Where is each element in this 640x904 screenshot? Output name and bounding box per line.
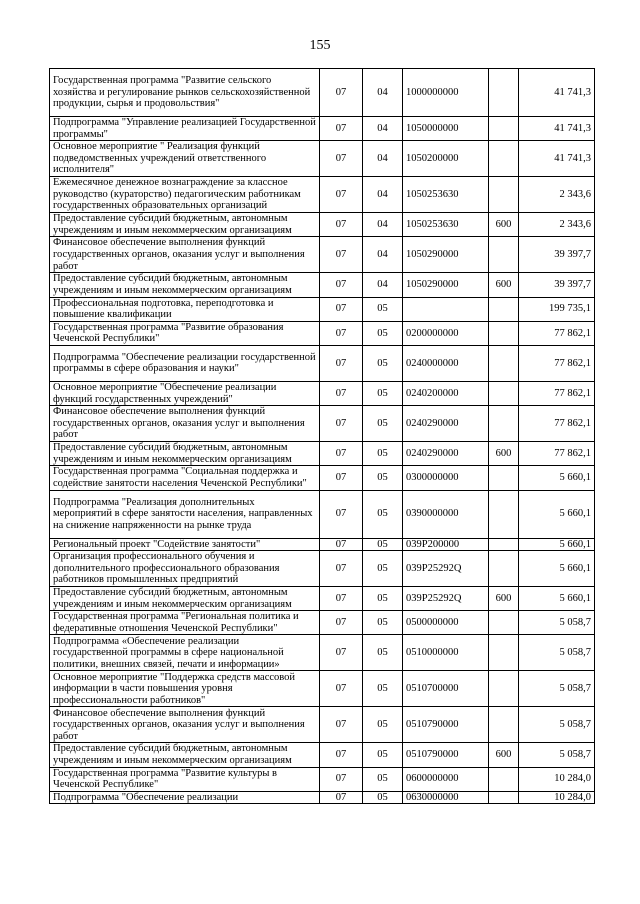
amount-cell: 77 862,1 (519, 321, 595, 345)
subsection-code-cell: 04 (363, 117, 403, 141)
target-article-code-cell: 1050290000 (403, 273, 489, 297)
target-article-code-cell (403, 297, 489, 321)
expense-name-cell: Предоставление субсидий бюджетным, автономным учреждениям и иным некоммерческим организациям (50, 743, 320, 767)
table-row (50, 767, 595, 791)
subsection-code-cell: 04 (363, 69, 403, 117)
expense-name-cell: Ежемесячное денежное вознаграждение за классное руководство (кураторство) педагогическим работникам государственных образовательных организаций (50, 177, 320, 213)
target-article-code-cell: 0240200000 (403, 381, 489, 405)
budget-table-body (50, 69, 595, 804)
subsection-code-cell: 05 (363, 490, 403, 538)
subsection-code-cell: 05 (363, 587, 403, 611)
table-row (50, 273, 595, 297)
target-article-code-cell: 1050000000 (403, 117, 489, 141)
target-article-code-cell: 0240290000 (403, 442, 489, 466)
table-row (50, 490, 595, 538)
expense-name-cell: Предоставление субсидий бюджетным, автономным учреждениям и иным некоммерческим организациям (50, 273, 320, 297)
amount-cell: 5 660,1 (519, 538, 595, 551)
expense-name-cell: Государственная программа "Развитие культуры в Чеченской Республике" (50, 767, 320, 791)
expense-type-code-cell (489, 177, 519, 213)
table-row (50, 635, 595, 671)
amount-cell: 77 862,1 (519, 442, 595, 466)
section-code-cell: 07 (320, 791, 363, 804)
subsection-code-cell: 04 (363, 213, 403, 237)
expense-type-code-cell: 600 (489, 213, 519, 237)
amount-cell: 77 862,1 (519, 406, 595, 442)
section-code-cell: 07 (320, 69, 363, 117)
section-code-cell: 07 (320, 743, 363, 767)
subsection-code-cell: 05 (363, 538, 403, 551)
table-row (50, 671, 595, 707)
section-code-cell: 07 (320, 237, 363, 273)
expense-name-cell: Подпрограмма "Обеспечение реализации (50, 791, 320, 804)
section-code-cell: 07 (320, 321, 363, 345)
amount-cell: 5 660,1 (519, 466, 595, 490)
subsection-code-cell: 04 (363, 273, 403, 297)
expense-type-code-cell (489, 635, 519, 671)
subsection-code-cell: 05 (363, 321, 403, 345)
expense-name-cell: Профессиональная подготовка, переподготовка и повышение квалификации (50, 297, 320, 321)
target-article-code-cell: 1000000000 (403, 69, 489, 117)
subsection-code-cell: 05 (363, 635, 403, 671)
target-article-code-cell: 0240000000 (403, 345, 489, 381)
subsection-code-cell: 05 (363, 767, 403, 791)
table-row (50, 551, 595, 587)
target-article-code-cell: 039P25292Q (403, 587, 489, 611)
section-code-cell: 07 (320, 117, 363, 141)
section-code-cell: 07 (320, 177, 363, 213)
section-code-cell: 07 (320, 466, 363, 490)
target-article-code-cell: 0510700000 (403, 671, 489, 707)
table-row (50, 442, 595, 466)
expense-type-code-cell (489, 381, 519, 405)
expense-name-cell: Подпрограмма "Обеспечение реализации государственной программы в сфере образования и науки" (50, 345, 320, 381)
amount-cell: 2 343,6 (519, 177, 595, 213)
section-code-cell: 07 (320, 297, 363, 321)
amount-cell: 5 660,1 (519, 490, 595, 538)
section-code-cell: 07 (320, 213, 363, 237)
expense-type-code-cell (489, 141, 519, 177)
target-article-code-cell: 0200000000 (403, 321, 489, 345)
expense-name-cell: Подпрограмма «Обеспечение реализации государственной программы в сфере национальной политики, внешних связей, печати и информации» (50, 635, 320, 671)
table-row (50, 213, 595, 237)
expense-type-code-cell: 600 (489, 743, 519, 767)
table-row (50, 791, 595, 804)
section-code-cell: 07 (320, 273, 363, 297)
subsection-code-cell: 05 (363, 671, 403, 707)
amount-cell: 77 862,1 (519, 345, 595, 381)
expense-name-cell: Финансовое обеспечение выполнения функций государственных органов, оказания услуг и выполнения работ (50, 406, 320, 442)
subsection-code-cell: 04 (363, 177, 403, 213)
target-article-code-cell: 0300000000 (403, 466, 489, 490)
subsection-code-cell: 05 (363, 551, 403, 587)
subsection-code-cell: 05 (363, 345, 403, 381)
amount-cell: 199 735,1 (519, 297, 595, 321)
table-row (50, 587, 595, 611)
expense-name-cell: Государственная программа "Региональная политика и федеративные отношения Чеченской Республики" (50, 611, 320, 635)
table-row (50, 321, 595, 345)
section-code-cell: 07 (320, 767, 363, 791)
expense-type-code-cell (489, 707, 519, 743)
expense-type-code-cell (489, 69, 519, 117)
target-article-code-cell: 039P200000 (403, 538, 489, 551)
expense-type-code-cell (489, 406, 519, 442)
amount-cell: 39 397,7 (519, 237, 595, 273)
table-row (50, 611, 595, 635)
amount-cell: 77 862,1 (519, 381, 595, 405)
target-article-code-cell: 0240290000 (403, 406, 489, 442)
expense-name-cell: Предоставление субсидий бюджетным, автономным учреждениям и иным некоммерческим организациям (50, 213, 320, 237)
subsection-code-cell: 05 (363, 406, 403, 442)
expense-type-code-cell (489, 611, 519, 635)
amount-cell: 41 741,3 (519, 141, 595, 177)
page-number: 155 (309, 38, 331, 53)
amount-cell: 5 660,1 (519, 587, 595, 611)
target-article-code-cell: 1050253630 (403, 177, 489, 213)
section-code-cell: 07 (320, 551, 363, 587)
expense-name-cell: Предоставление субсидий бюджетным, автономным учреждениям и иным некоммерческим организациям (50, 442, 320, 466)
section-code-cell: 07 (320, 611, 363, 635)
expense-name-cell: Финансовое обеспечение выполнения функций государственных органов, оказания услуг и выполнения работ (50, 707, 320, 743)
amount-cell: 10 284,0 (519, 767, 595, 791)
subsection-code-cell: 05 (363, 466, 403, 490)
target-article-code-cell: 0600000000 (403, 767, 489, 791)
amount-cell: 2 343,6 (519, 213, 595, 237)
expense-type-code-cell (489, 345, 519, 381)
amount-cell: 39 397,7 (519, 273, 595, 297)
expense-type-code-cell (489, 321, 519, 345)
subsection-code-cell: 04 (363, 141, 403, 177)
target-article-code-cell: 0510000000 (403, 635, 489, 671)
table-row (50, 345, 595, 381)
section-code-cell: 07 (320, 406, 363, 442)
expense-type-code-cell (489, 237, 519, 273)
section-code-cell: 07 (320, 671, 363, 707)
expense-name-cell: Предоставление субсидий бюджетным, автономным учреждениям и иным некоммерческим организациям (50, 587, 320, 611)
expense-type-code-cell (489, 551, 519, 587)
amount-cell: 10 284,0 (519, 791, 595, 804)
table-row (50, 743, 595, 767)
expense-type-code-cell (489, 466, 519, 490)
amount-cell: 5 058,7 (519, 671, 595, 707)
section-code-cell: 07 (320, 381, 363, 405)
section-code-cell: 07 (320, 635, 363, 671)
subsection-code-cell: 05 (363, 442, 403, 466)
expense-type-code-cell (489, 490, 519, 538)
target-article-code-cell: 1050200000 (403, 141, 489, 177)
amount-cell: 41 741,3 (519, 117, 595, 141)
section-code-cell: 07 (320, 345, 363, 381)
expense-name-cell: Государственная программа "Развитие образования Чеченской Республики" (50, 321, 320, 345)
expense-name-cell: Государственная программа "Развитие сельского хозяйства и регулирование рынков сельскохозяйственной продукции, сырья и продовольствия" (50, 69, 320, 117)
expense-name-cell: Подпрограмма "Управление реализацией Государственной программы" (50, 117, 320, 141)
table-row (50, 538, 595, 551)
table-row (50, 707, 595, 743)
table-row (50, 117, 595, 141)
subsection-code-cell: 05 (363, 381, 403, 405)
table-row (50, 69, 595, 117)
budget-table (49, 68, 595, 804)
target-article-code-cell: 1050290000 (403, 237, 489, 273)
subsection-code-cell: 05 (363, 611, 403, 635)
expense-type-code-cell (489, 791, 519, 804)
table-row (50, 297, 595, 321)
target-article-code-cell: 0630000000 (403, 791, 489, 804)
expense-type-code-cell (489, 117, 519, 141)
section-code-cell: 07 (320, 538, 363, 551)
subsection-code-cell: 05 (363, 743, 403, 767)
amount-cell: 5 058,7 (519, 635, 595, 671)
expense-name-cell: Основное мероприятие "Обеспечение реализации функций государственных учреждений" (50, 381, 320, 405)
expense-name-cell: Основное мероприятие " Реализация функций подведомственных учреждений ответственного исполнителя" (50, 141, 320, 177)
expense-type-code-cell (489, 671, 519, 707)
target-article-code-cell: 039P25292Q (403, 551, 489, 587)
table-row (50, 466, 595, 490)
expense-name-cell: Организация профессионального обучения и дополнительного профессионального образования работников промышленных предприятий (50, 551, 320, 587)
subsection-code-cell: 05 (363, 791, 403, 804)
expense-type-code-cell: 600 (489, 587, 519, 611)
table-row (50, 381, 595, 405)
expense-type-code-cell: 600 (489, 442, 519, 466)
expense-name-cell: Государственная программа "Социальная поддержка и содействие занятости населения Чеченской Республики" (50, 466, 320, 490)
amount-cell: 41 741,3 (519, 69, 595, 117)
expense-name-cell: Подпрограмма "Реализация дополнительных мероприятий в сфере занятости населения, направленных на снижение напряженности на рынке труда (50, 490, 320, 538)
amount-cell: 5 660,1 (519, 551, 595, 587)
table-row (50, 406, 595, 442)
table-row (50, 177, 595, 213)
subsection-code-cell: 04 (363, 237, 403, 273)
expense-name-cell: Региональный проект "Содействие занятости" (50, 538, 320, 551)
target-article-code-cell: 1050253630 (403, 213, 489, 237)
expense-type-code-cell (489, 538, 519, 551)
target-article-code-cell: 0500000000 (403, 611, 489, 635)
subsection-code-cell: 05 (363, 297, 403, 321)
table-row (50, 237, 595, 273)
section-code-cell: 07 (320, 141, 363, 177)
amount-cell: 5 058,7 (519, 743, 595, 767)
section-code-cell: 07 (320, 442, 363, 466)
section-code-cell: 07 (320, 490, 363, 538)
target-article-code-cell: 0510790000 (403, 707, 489, 743)
amount-cell: 5 058,7 (519, 707, 595, 743)
target-article-code-cell: 0510790000 (403, 743, 489, 767)
subsection-code-cell: 05 (363, 707, 403, 743)
section-code-cell: 07 (320, 707, 363, 743)
target-article-code-cell: 0390000000 (403, 490, 489, 538)
expense-name-cell: Финансовое обеспечение выполнения функций государственных органов, оказания услуг и выполнения работ (50, 237, 320, 273)
amount-cell: 5 058,7 (519, 611, 595, 635)
expense-type-code-cell: 600 (489, 273, 519, 297)
expense-name-cell: Основное мероприятие "Поддержка средств массовой информации в части повышения уровня профессиональности работников" (50, 671, 320, 707)
section-code-cell: 07 (320, 587, 363, 611)
expense-type-code-cell (489, 297, 519, 321)
expense-type-code-cell (489, 767, 519, 791)
table-row (50, 141, 595, 177)
